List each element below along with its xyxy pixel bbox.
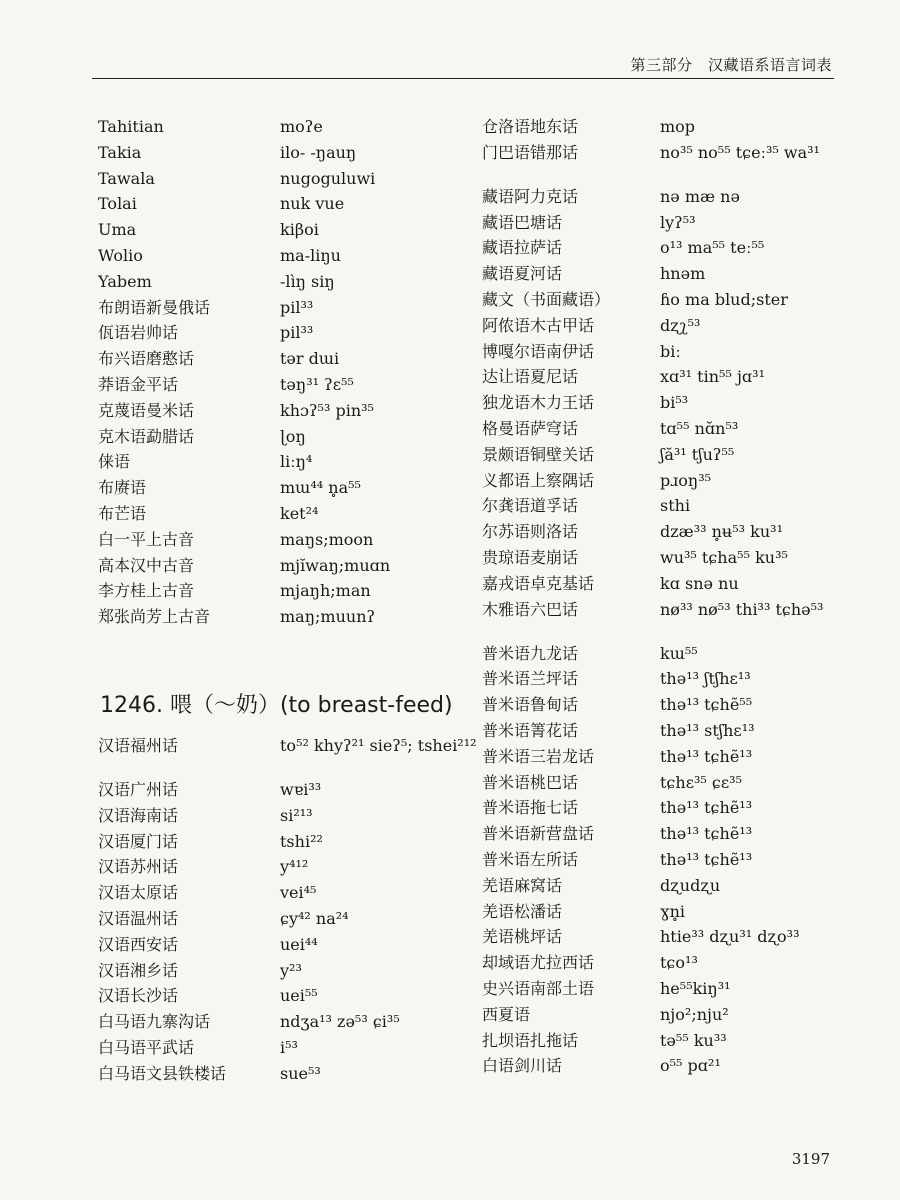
language-name: 木雅语六巴话 [482,599,579,619]
word-form: biː [660,341,681,361]
language-name: 汉语太原话 [98,883,179,903]
word-form: thə¹³ tɕhẽ¹³ [660,798,753,818]
word-form: no³⁵ no⁵⁵ tɕeː³⁵ wa³¹ [660,142,820,162]
language-name: Tahitian [98,117,164,136]
left-top-list [98,114,478,630]
language-name: 藏文（书面藏语） [482,289,611,309]
language-name: 羌语麻窝话 [482,875,563,895]
word-form: tshi²² [280,831,323,851]
word-form: mɯ⁴⁴ n̥a⁵⁵ [280,478,361,498]
left-column [98,114,478,1087]
word-form: thə¹³ ʃtʃhɛ¹³ [660,669,751,689]
word-form: kɯ⁵⁵ [660,643,698,663]
word-form: thə¹³ stʃhɛ¹³ [660,720,755,740]
word-entry [98,372,478,398]
language-name: 白马语文县铁楼话 [98,1063,227,1083]
language-name: 汉语海南话 [98,805,179,825]
word-form: bi⁵³ [660,393,689,413]
word-entry [98,320,478,346]
word-entry [482,114,862,140]
word-entry [98,578,478,604]
word-entry [482,976,862,1002]
word-form: sthi [660,496,691,516]
language-name: 独龙语木力王话 [482,393,595,413]
language-name: 白马语九寨沟话 [98,1012,211,1032]
word-entry [482,692,862,718]
word-entry [98,398,478,424]
word-form: moʔe [280,117,323,136]
language-name: 却域语尤拉西话 [482,953,595,973]
word-entry [482,770,862,796]
word-entry [98,1009,478,1035]
language-name: 白一平上古音 [98,529,195,549]
language-name: 仓洛语地东话 [482,117,579,136]
language-name: 羌语松潘话 [482,901,563,921]
language-name: 藏语阿力克话 [482,186,579,206]
word-form: liːŋ⁴ [280,452,313,472]
word-form: to⁵² khyʔ²¹ sieʔ⁵; tshei²¹² [280,735,477,755]
language-name: 布芒语 [98,503,147,523]
word-entry [98,191,478,217]
word-form: i⁵³ [280,1037,298,1057]
word-form: ma-liŋu [280,245,341,265]
word-form: mjaŋh;man [280,581,371,601]
word-form: y⁴¹² [280,857,309,877]
right-column [482,114,862,1079]
language-name: 汉语长沙话 [98,986,179,1006]
word-form: njo²;nju² [660,1004,729,1024]
word-entry [482,950,862,976]
word-entry [98,475,478,501]
word-entry [482,210,862,236]
language-name: 扎坝语扎拖话 [482,1030,579,1050]
language-name: 羌语桃坪话 [482,927,563,947]
word-form: ilo- -ŋauŋ [280,142,357,162]
language-name: 布兴语磨憨话 [98,349,195,369]
word-entry [98,140,478,166]
word-entry [482,666,862,692]
language-name: 汉语温州话 [98,908,179,928]
language-name: 白马语平武话 [98,1037,195,1057]
language-name: 郑张尚芳上古音 [98,607,211,627]
word-form: ʃă³¹ tʃuʔ⁵⁵ [660,444,735,464]
language-name: 汉语湘乡话 [98,960,179,980]
word-form: thə¹³ tɕhẽ¹³ [660,746,753,766]
word-form: ɕy⁴² na²⁴ [280,908,349,928]
word-entry [98,553,478,579]
word-entry [98,983,478,1009]
word-form: tɑ⁵⁵ nɑ̆n⁵³ [660,418,739,438]
language-name: 尔苏语则洛话 [482,522,579,542]
word-entry [482,339,862,365]
word-form: dʐudʐu [660,875,721,895]
word-entry [98,449,478,475]
language-name: 白语剑川话 [482,1056,563,1076]
word-form: tɕhɛ³⁵ ɕɛ³⁵ [660,772,742,792]
word-form: thə¹³ tɕhẽ⁵⁵ [660,695,753,715]
language-name: 莽语金平话 [98,374,179,394]
word-entry [98,777,478,803]
word-entry [98,501,478,527]
word-entry [482,261,862,287]
word-entry [482,519,862,545]
word-entry [482,184,862,210]
word-entry [98,295,478,321]
language-name: Yabem [98,271,152,291]
word-entry [482,364,862,390]
word-form: ɦo ma blud;ster [660,289,788,309]
language-name: 藏语夏河话 [482,264,563,284]
word-form: lyʔ⁵³ [660,212,696,232]
language-name: 汉语福州话 [98,735,179,755]
word-form: wɐi³³ [280,779,322,799]
word-form: kɑ snə nu [660,573,739,593]
word-entry [482,468,862,494]
word-form: dʐʅ⁵³ [660,315,701,335]
language-name: 汉语广州话 [98,779,179,799]
section-title: 1246. 喂（～奶）(to breast-feed) [100,692,453,718]
word-form: xɑ³¹ tin⁵⁵ jɑ³¹ [660,367,765,387]
page-number: 3197 [791,1150,830,1168]
word-entry [482,795,862,821]
word-entry [482,571,862,597]
left-bottom-list [98,733,478,1087]
word-form: nugoguluwi [280,168,376,188]
word-form: nø³³ nø⁵³ thi³³ tɕhə⁵³ [660,599,824,619]
word-entry [98,114,478,140]
language-name: 汉语西安话 [98,934,179,954]
word-entry [98,346,478,372]
language-name: 西夏语 [482,1004,531,1024]
word-entry [98,829,478,855]
word-form: maŋ;muunʔ [280,607,376,627]
language-name: 藏语拉萨话 [482,238,563,258]
language-name: 普米语兰坪话 [482,669,579,689]
language-name: 史兴语南部土语 [482,978,595,998]
language-name: 汉语苏州话 [98,857,179,877]
language-name: 克蔑语曼米话 [98,400,195,420]
word-entry [482,821,862,847]
word-form: pil³³ [280,297,314,317]
word-form: o¹³ ma⁵⁵ teː⁵⁵ [660,238,765,258]
word-entry [98,958,478,984]
word-form: uei⁴⁴ [280,934,318,954]
word-entry [98,527,478,553]
word-entry [482,924,862,950]
word-entry [482,718,862,744]
language-name: 贵琼语麦崩话 [482,547,579,567]
language-name: 格曼语萨穹话 [482,418,579,438]
language-name: Takia [98,142,142,162]
right-list [482,114,862,1079]
word-form: mop [660,117,696,136]
word-entry [482,493,862,519]
word-form: dzæ³³ n̥ʉ⁵³ ku³¹ [660,522,783,542]
language-name: 普米语三岩龙话 [482,746,595,766]
header-title: 第三部分 汉藏语系语言词表 [630,56,832,74]
language-name: Uma [98,220,137,240]
language-name: 普米语箐花话 [482,720,579,740]
word-form: y²³ [280,960,302,980]
word-entry [98,932,478,958]
language-name: 普米语九龙话 [482,643,579,663]
language-name: 普米语左所话 [482,849,579,869]
word-form: o⁵⁵ pɑ²¹ [660,1056,721,1076]
word-entry [482,847,862,873]
word-entry [98,424,478,450]
word-form: nuk vue [280,194,345,214]
language-name: 高本汉中古音 [98,555,195,575]
word-form: tə⁵⁵ ku³³ [660,1030,727,1050]
word-form: ɣn̥i [660,901,686,921]
word-form: mjĭwaŋ;muɑn [280,555,391,575]
language-name: 景颇语铜壁关话 [482,444,595,464]
word-entry [98,604,478,630]
word-form: he⁵⁵kiŋ³¹ [660,978,731,998]
language-name: 李方桂上古音 [98,581,195,601]
word-form: ɭoŋ [280,426,306,446]
language-name: 博嘎尔语南伊话 [482,341,595,361]
word-form: pɹoŋ³⁵ [660,470,712,490]
word-entry [482,873,862,899]
word-entry [482,641,862,667]
language-name: 汉语厦门话 [98,831,179,851]
word-form: thə¹³ tɕhẽ¹³ [660,849,753,869]
word-entry [98,217,478,243]
word-entry [482,597,862,641]
word-form: ndʒa¹³ zə⁵³ ɕi³⁵ [280,1012,400,1032]
language-name: 尔龚语道孚话 [482,496,579,516]
word-entry [482,416,862,442]
word-form: pil³³ [280,323,314,343]
word-entry [98,1035,478,1061]
word-form: htie³³ dʐu³¹ dʐo³³ [660,927,800,947]
word-form: tər dɯi [280,349,340,369]
word-form: wu³⁵ tɕha⁵⁵ ku³⁵ [660,547,788,567]
word-entry [98,733,478,777]
language-name: Wolio [98,245,143,265]
word-form: hnəm [660,264,706,284]
language-name: 普米语桃巴话 [482,772,579,792]
language-name: 普米语新营盘话 [482,824,595,844]
language-name: Tawala [98,168,155,188]
word-form: kiβoi [280,220,319,240]
word-entry [98,880,478,906]
word-form: ket²⁴ [280,503,319,523]
word-entry [482,140,862,184]
word-entry [482,235,862,261]
language-name: 嘉戎语卓克基话 [482,573,595,593]
word-entry [482,313,862,339]
word-entry [482,1002,862,1028]
word-entry [98,854,478,880]
word-entry [98,906,478,932]
word-entry [482,442,862,468]
word-form: uei⁵⁵ [280,986,318,1006]
language-name: 藏语巴塘话 [482,212,563,232]
language-name: 布赓语 [98,478,147,498]
language-name: 义都语上察隅话 [482,470,595,490]
word-entry [482,545,862,571]
language-name: 达让语夏尼话 [482,367,579,387]
language-name: 阿侬语木古甲话 [482,315,595,335]
language-name: 克木语勐腊话 [98,426,195,446]
language-name: 佤语岩帅话 [98,323,179,343]
word-form: vei⁴⁵ [280,883,317,903]
word-form: si²¹³ [280,805,313,825]
word-form: tɕo¹³ [660,953,698,973]
language-name: 普米语拖七话 [482,798,579,818]
word-form: -lìŋ siŋ [280,271,335,291]
word-entry [98,269,478,295]
word-form: khɔʔ⁵³ pin³⁵ [280,400,374,420]
word-entry [482,390,862,416]
word-entry [98,803,478,829]
word-entry [98,166,478,192]
language-name: 布朗语新曼俄话 [98,297,211,317]
word-entry [482,287,862,313]
word-entry [482,899,862,925]
word-entry [482,1028,862,1054]
word-entry [98,243,478,269]
language-name: 俫语 [98,452,131,472]
word-entry [482,1053,862,1079]
word-form: thə¹³ tɕhẽ¹³ [660,824,753,844]
word-entry [98,1061,478,1087]
word-entry [482,744,862,770]
word-form: nə mæ nə [660,186,740,206]
word-form: təŋ³¹ ʔɛ⁵⁵ [280,374,354,394]
language-name: 门巴语错那话 [482,142,579,162]
word-form: sue⁵³ [280,1063,321,1083]
word-form: maŋs;moon [280,529,374,549]
header-rule [92,78,834,79]
language-name: 普米语鲁甸话 [482,695,579,715]
language-name: Tolai [98,194,137,214]
